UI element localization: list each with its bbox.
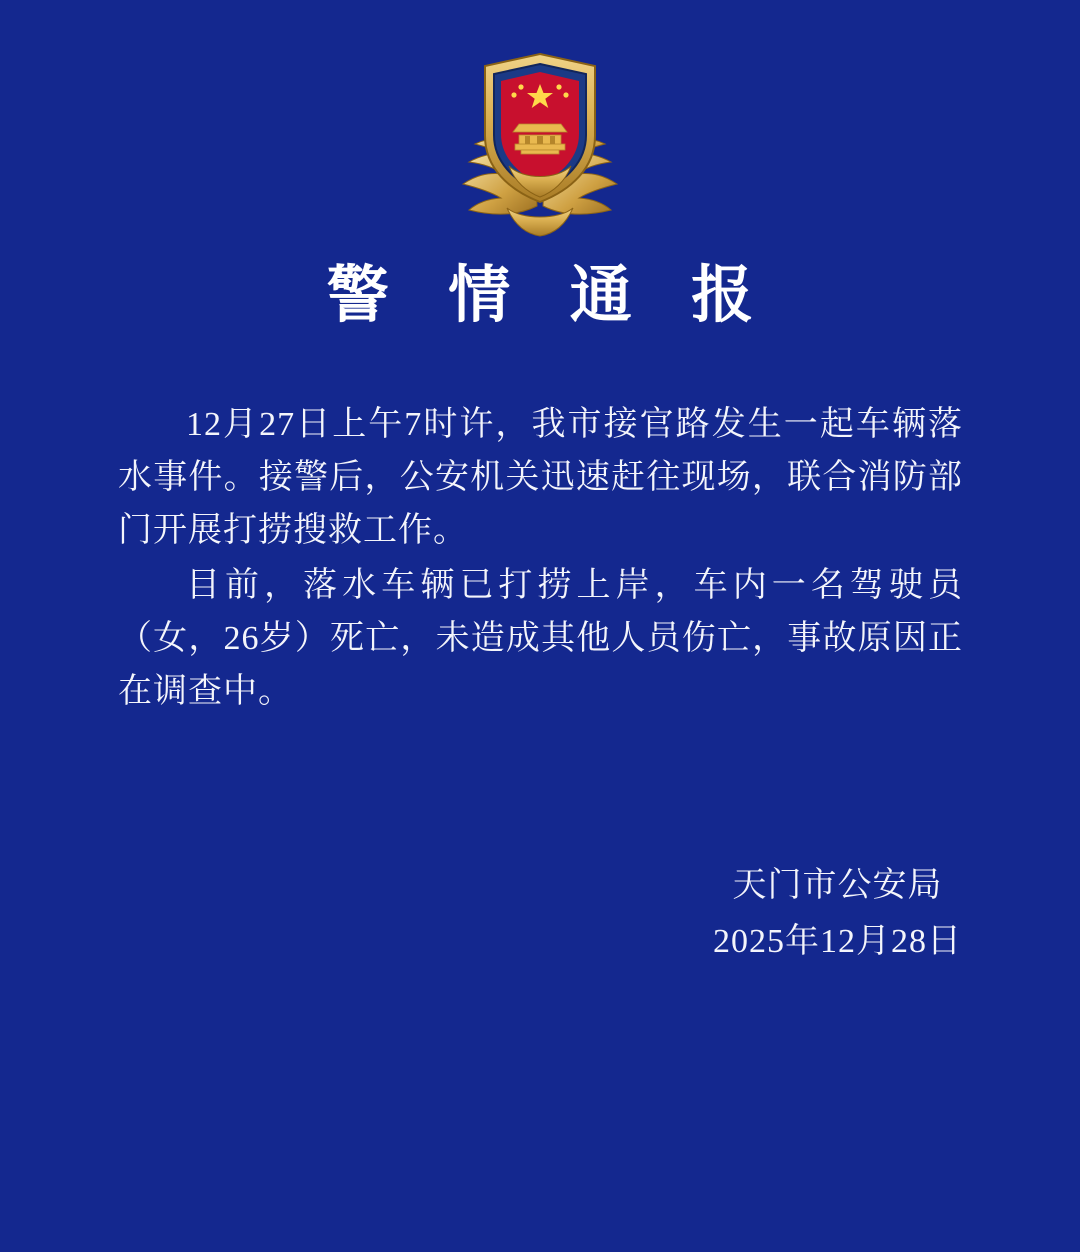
signature-block xyxy=(713,858,962,970)
notice-body xyxy=(118,398,963,720)
issuer-name: 天门市公安局 xyxy=(732,867,943,904)
issue-date: 2025年12月28日 xyxy=(713,923,962,960)
notice-paragraph-1: 12月27日上午7时许，我市接官路发生一起车辆落水事件。接警后，公安机关迅速赶往现场，联合消防部门开展打捞搜救工作。 xyxy=(118,406,963,549)
china-police-badge-icon xyxy=(435,40,645,240)
page-title: 警 情 通 报 xyxy=(326,262,776,330)
emblem-container xyxy=(0,40,1080,240)
notice-paragraph-2: 目前，落水车辆已打捞上岸，车内一名驾驶员（女，26岁）死亡，未造成其他人员伤亡，事故原因正在调查中。 xyxy=(118,567,963,710)
